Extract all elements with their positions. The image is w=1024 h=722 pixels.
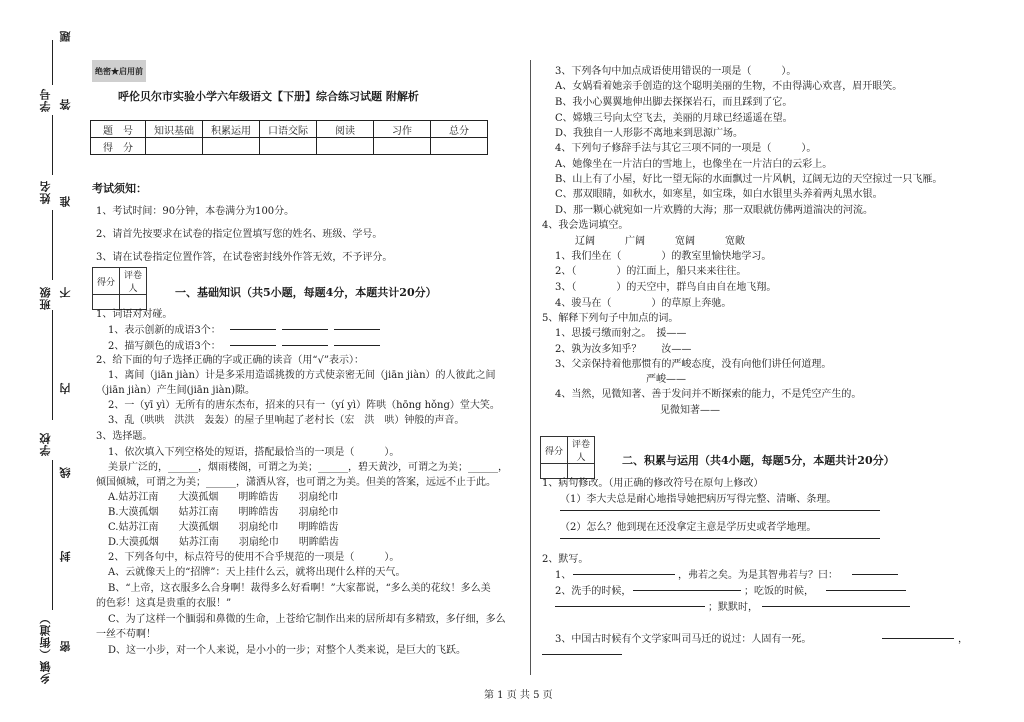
score-header-cell: 阅读 [317,121,374,138]
grader-name-label: 评卷人 [568,437,595,464]
margin-label-nei: 内 [59,382,72,394]
question-line: （jiān jiàn）产生间(jiān jiàn)隙。 [96,385,255,396]
score-header-cell: 习作 [374,121,431,138]
score-cell[interactable] [374,138,431,155]
question-line: （1）李大夫总是耐心地指导她把病历写得完整、清晰、条理。 [560,494,837,505]
option-line: A、女娲看着她亲手创造的这个聪明美丽的生物，不由得满心欢喜，眉开眼笑。 [555,81,903,92]
score-cell[interactable] [146,138,203,155]
question-line: 2、给下面的句子选择正确的字或正确的读音（用“√”表示）： [96,355,364,366]
question-line: 1、 [555,570,572,581]
notice-item: 2、请首先按要求在试卷的指定位置填写您的姓名、班级、学号。 [96,229,383,240]
score-header-cell: 知识基础 [146,121,203,138]
question-line: 美景广泛的，______，烟雨楼阁，可谓之为美；______，碧天黄沙，可谓之为美；______， [108,462,508,473]
question-line: 2、默写。 [542,554,589,565]
option-line: D.大漠孤烟 姑苏江南 羽扇纶巾 明眸皓齿 [108,537,339,548]
answer-blank[interactable] [282,345,328,346]
answer-line[interactable] [560,510,880,511]
grader-score-label: 得分 [541,437,568,464]
section-2-title: 二、积累与运用（共4小题，每题5分，本题共计20分） [622,454,895,467]
option-line: D、这一小步，对一个人来说，是小小的一步；对整个人类来说，是巨大的飞跃。 [108,645,467,656]
word-bank: 辽阔 广阔 宽阔 宽敞 [575,236,745,247]
question-line: 2、（ ）的江面上，船只来来往往。 [555,266,747,277]
section-1-title: 一、基础知识（共5小题，每题4分，本题共计20分） [175,286,437,299]
question-line: 3、（ ）的天空中，群鸟自由自在地飞翔。 [555,282,777,293]
option-line: D、我独自一人形影不离地来到思源广场。 [555,128,744,139]
question-line: 3、下列各句中加点成语使用错误的一项是（ ）。 [555,66,797,77]
question-line: ， [958,634,968,645]
exam-title: 呼伦贝尔市实验小学六年级语文【下册】综合练习试题 附解析 [118,90,419,103]
option-line: B.大漠孤烟 姑苏江南 明眸皓齿 羽扇纶巾 [108,507,339,518]
question-line: 倾国倾城，可谓之为美；______，潇洒从容，也可谓之为美。但美的答案，远远不止于此。 [96,477,496,488]
question-line: 1、我们坐在（ ）的教室里愉快地学习。 [555,251,772,262]
margin-label-school: 学校 [39,432,52,456]
margin-label-xian: 线 [59,466,72,478]
score-cell[interactable] [431,138,488,155]
confidential-seal: 绝密★启用前 [92,60,146,82]
question-line: 2、孰为汝多知乎？ 汝—— [555,344,692,355]
option-line: A、她像坐在一片洁白的雪地上，也像坐在一片洁白的云彩上。 [555,159,833,170]
answer-blank[interactable] [282,329,328,330]
notice-item: 1、考试时间：90分钟，本卷满分为100分。 [96,206,295,217]
question-line: 1、离间（jiān jiàn）计是多采用造谣挑拨的方式使亲密无间（jiān jiàn）的人彼此之间 [108,370,496,381]
margin-label-da: 答 [59,98,72,110]
question-line: 5、解释下列句子中加点的词。 [542,313,679,324]
question-line: 3、选择题。 [96,431,153,442]
question-line: ，弗若之矣。为是其智弗若与？曰： [678,570,838,581]
notice-item: 3、请在试卷指定位置作答，在试卷密封线外作答无效，不予评分。 [96,252,393,263]
question-line: ；吃饭的时候， [744,586,814,597]
answer-blank[interactable] [573,574,675,575]
question-line: 2、一（yī yì）无所有的唐东杰布，招来的只有一（yí yì）阵哄（hōng hǒng）堂大笑。 [108,400,500,411]
answer-blank[interactable] [882,638,954,639]
margin-label-zhun: 准 [59,195,72,207]
answer-blank[interactable] [542,654,622,655]
answer-prompt: 严峻—— [646,374,686,385]
margin-label-town: 乡镇（街道） [39,612,52,684]
margin-label-bu: 不 [59,286,72,298]
answer-blank[interactable] [826,590,906,591]
question-line: 3、中国古时候有个文学家叫司马迁的说过：人固有一死。 [555,634,812,645]
option-line: C.姑苏江南 大漠孤烟 羽扇纶巾 明眸皓齿 [108,522,339,533]
option-line: 的色彩！这真是贵重的衣服！” [96,598,232,609]
question-line: 2、洗手的时候， [555,586,632,597]
grader-score-label: 得分 [93,268,120,295]
margin-label-student-id: 学号 [39,88,52,112]
question-line: 3、父亲保持着他那惯有的严峻态度，没有向他们讲任何道理。 [555,359,832,370]
question-line: 2、下列各句中，标点符号的使用不合乎规范的一项是（ ）。 [108,552,400,563]
grader-name-label: 评卷人 [120,268,147,295]
option-line: B、我小心翼翼地伸出脚去探探岩石，而且踩到了它。 [555,97,793,108]
score-table [90,120,488,155]
answer-blank[interactable] [334,345,380,346]
margin-label-name: 姓名 [39,180,52,204]
score-header-cell: 题 号 [91,121,146,138]
question-line: 4、我会选词填空。 [542,220,629,231]
score-header-cell: 积累运用 [203,121,260,138]
page-footer: 第 1 页 共 5 页 [484,690,553,701]
option-line: D、那一颗心就宛如一片欢腾的大海；那一双眼就仿佛两道湍决的河流。 [555,205,874,216]
answer-blank[interactable] [334,329,380,330]
margin-label-feng: 封 [59,550,72,562]
option-line: A、云就像天上的“招牌”：天上挂什么云，就将出现什么样的天气。 [108,567,406,578]
question-line: （2）怎么？他到现在还没拿定主意是学历史或者学地理。 [560,522,817,533]
question-line: 4、当然，见微知著、善于发问并不断探索的能力，不是凭空产生的。 [555,389,862,400]
grader-box [540,436,595,479]
score-cell[interactable] [203,138,260,155]
option-line: C、那双眼睛，如秋水，如寒星，如宝珠，如白水银里头养着两丸黑水银。 [555,189,883,200]
option-line: A.姑苏江南 大漠孤烟 明眸皓齿 羽扇纶巾 [108,492,339,503]
score-row-label: 得 分 [91,138,146,155]
score-table-row [91,138,488,155]
answer-blank[interactable] [762,606,910,607]
grader-box [92,267,147,310]
notice-title: 考试须知： [92,182,147,195]
question-line: 1、词语对对碰。 [96,309,173,320]
score-table-header-row [91,121,488,138]
question-line: 1、表示创新的成语3个： [108,325,221,336]
column-divider [530,60,531,675]
option-line: C、为了这样一个腼弱和鼻微的生命，上苍给它制作出来的居所却有多精致，多仔细，多么 [108,614,506,625]
score-cell[interactable] [260,138,317,155]
margin-label-mi: 密 [59,640,72,652]
answer-blank[interactable] [852,574,898,575]
question-line: 1、思援弓缴而射之。 援—— [555,328,687,339]
question-line: 1、病句修改。（用正确的修改符号在原句上修改） [542,478,764,489]
question-line: 2、描写颜色的成语3个： [108,341,221,352]
answer-blank[interactable] [633,590,741,591]
option-line: 一丝不苟啊！ [96,629,156,640]
score-header-cell: 总分 [431,121,488,138]
option-line: B、山上有了小屋，好比一望无际的水面飘过一片风帆，辽阔无边的天空掠过一只飞雁。 [555,174,943,185]
question-line: 1、依次填入下列空格处的短语，搭配最恰当的一项是（ ）。 [108,447,400,458]
answer-prompt: 见微知著—— [660,405,720,416]
question-line: 4、骏马在（ ）的草原上奔驰。 [555,298,732,309]
question-line: 4、下列句子修辞手法与其它三项不同的一项是（ ）。 [555,143,817,154]
question-line: 3、乱（哄哄 洪洪 轰轰）的屋子里响起了老村长（宏 洪 哄）钟般的声音。 [108,415,465,426]
score-header-cell: 口语交际 [260,121,317,138]
answer-blank[interactable] [230,329,276,330]
answer-line[interactable] [560,538,880,539]
margin-label-ti: 题 [59,30,72,42]
option-line: C、嫦娥三号向太空飞去，美丽的月球已经遥遥在望。 [555,113,793,124]
margin-label-class: 班级 [39,286,52,310]
answer-blank[interactable] [555,606,705,607]
score-cell[interactable] [317,138,374,155]
question-line: ；默默时， [708,602,758,613]
option-line: B、“上帝，这衣服多么合身啊！裁得多么好看啊！”大家都说，“多么美的花纹！多么美 [108,583,491,594]
answer-blank[interactable] [230,345,276,346]
